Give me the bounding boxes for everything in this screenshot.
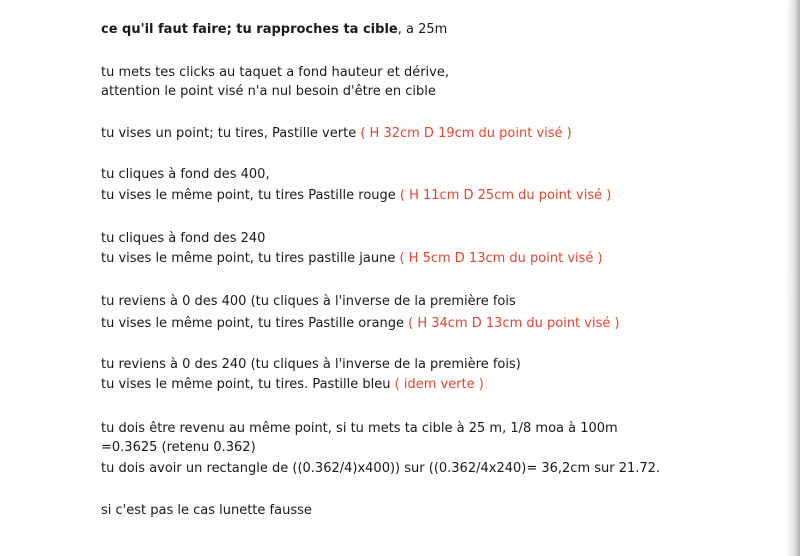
shot-measurement: ( H 34cm D 13cm du point visé ) xyxy=(408,316,620,331)
scan-edge-shadow xyxy=(786,0,800,556)
shot-text: tu vises le même point, tu tires Pastille rouge xyxy=(101,188,400,203)
calculation-line: tu dois être revenu au même point, si tu mets ta cible à 25 m, 1/8 moa à 100m xyxy=(101,421,618,436)
shot-measurement: ( H 32cm D 19cm du point visé ) xyxy=(360,126,572,141)
title-bold: ce qu'il faut faire; tu rapproches ta cible xyxy=(101,22,398,37)
instruction-line: tu mets tes clicks au taquet a fond hauteur et dérive, xyxy=(101,65,449,80)
shot-text: tu vises le même point, tu tires Pastille orange xyxy=(101,316,409,331)
conclusion-line: si c'est pas le cas lunette fausse xyxy=(101,503,312,518)
shot-measurement: ( idem verte ) xyxy=(394,377,484,392)
shot-measurement: ( H 11cm D 25cm du point visé ) xyxy=(399,188,612,203)
instruction-line: tu reviens à 0 des 240 (tu cliques à l'inverse de la première fois) xyxy=(101,357,521,372)
instruction-line: attention le point visé n'a nul besoin d'être en cible xyxy=(101,84,436,99)
title-rest: , a 25m xyxy=(397,22,448,37)
instruction-line: tu cliques à fond des 240 xyxy=(101,231,266,246)
shot-line-red xyxy=(101,188,611,204)
shot-measurement: ( H 5cm D 13cm du point visé ) xyxy=(399,251,603,266)
shot-line-yellow xyxy=(101,251,603,267)
shot-line-green xyxy=(101,126,572,142)
shot-text: tu vises un point; tu tires, Pastille verte xyxy=(101,126,361,141)
instruction-line: tu cliques à fond des 400, xyxy=(101,167,270,182)
calculation-line: =0.3625 (retenu 0.362) xyxy=(101,440,256,455)
shot-text: tu vises le même point, tu tires. Pastille bleu xyxy=(101,377,395,392)
shot-line-blue xyxy=(101,377,484,393)
title-line xyxy=(101,22,447,38)
shot-text: tu vises le même point, tu tires pastille jaune xyxy=(101,251,400,266)
shot-line-orange xyxy=(101,316,620,332)
calculation-line: tu dois avoir un rectangle de ((0.362/4)x400)) sur ((0.362/4x240)= 36,2cm sur 21.72. xyxy=(101,461,661,476)
instruction-line: tu reviens à 0 des 400 (tu cliques à l'inverse de la première fois xyxy=(101,294,516,309)
